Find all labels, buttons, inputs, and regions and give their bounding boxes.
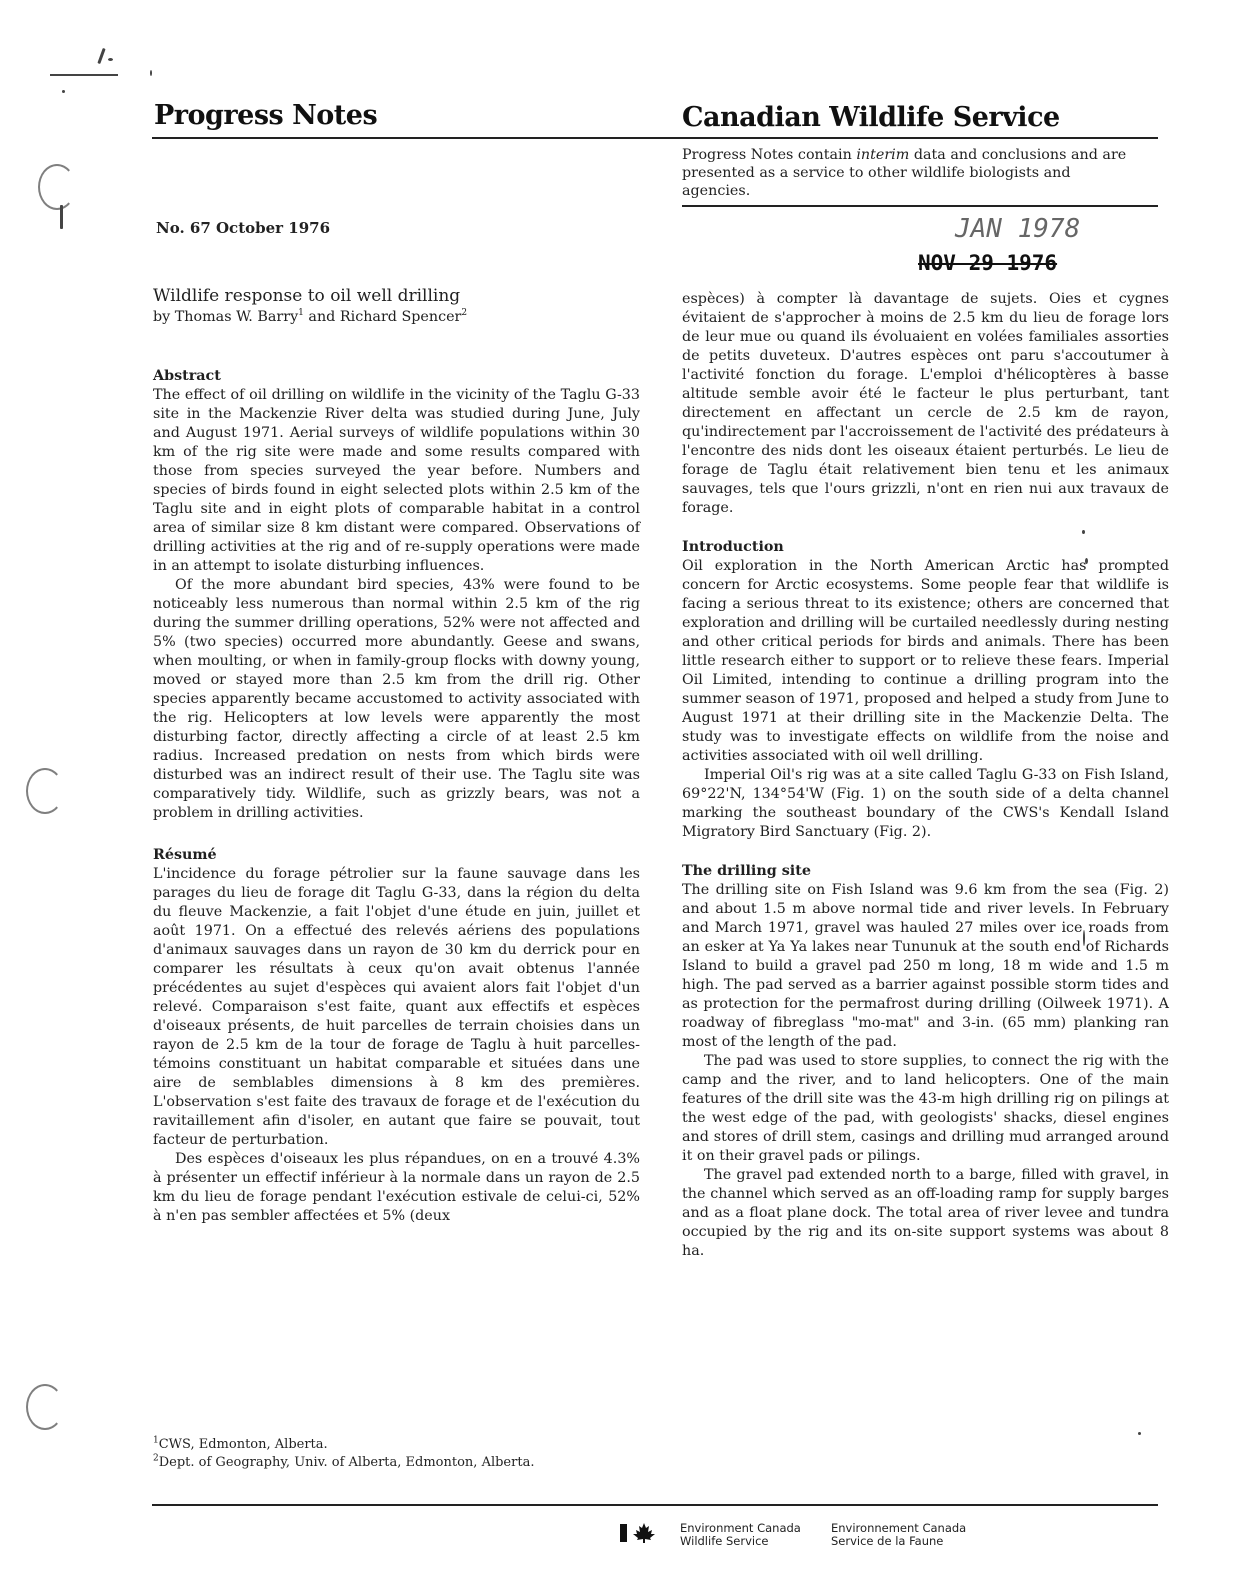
resume-paragraph: L'incidence du forage pétrolier sur la faune sauvage dans les parages du lieu de forage dit Taglu G-33, dans la région du delta du fleuve Mackenzie, a fait l'objet d'une étude en juin, juillet et août 1971. On a effectué des relevés aériens des populations d'animaux sauvages dans un rayon de 30 km du derrick pour en comparer les résultats à ceux qu'on avait obtenus l'année précédentes au sujet d'espèces qui avaient alors fait l'objet d'un relevé. Comparaison s'est faite, quant aux effectifs et espèces d'oiseaux présents, de huit parcelles de terrain choisies dans un rayon de 2.5 km de la tour de forage de Taglu à huit parcelles-témoins constituant un habitat comparable et situées dans une aire de semblables dimensions à 8 km des premières. L'observation s'est faite des travaux de forage et de l'exécution du ravitaillement afin d'isoler, en autant que faire se pouvait, tout facteur de perturbation. [153, 866, 640, 1148]
resume-continued: espèces) à compter là davantage de sujets. Oies et cygnes évitaient de s'approcher à moins de 2.5 km du lieu de forage lors de leur mue ou quand ils évoluaient en volées familiales assorties de petits duveteux. D'autres espèces ont paru s'accoutumer à l'activité fonction du forage. L'emploi d'hélicoptères à basse altitude semble avoir été le facteur le plus perturbant, tant directement en affectant un cercle de 2.5 km de rayon, qu'indirectement par l'accroissement de l'activité des prédateurs à l'encontre des nids dont les oiseaux étaient perturbés. Le lieu de forage de Taglu était relativement bien tenu et les animaux sauvages, tels que l'ours grizzli, n'ont en rien nui aux travaux de forage. [682, 291, 1169, 516]
abstract-paragraph: The effect of oil drilling on wildlife in the vicinity of the Taglu G-33 site in the Mackenzie River delta was studied during June, July and August 1971. Aerial surveys of wildlife populations within 30 km of the rig site were made and some results compared with those from species surveyed the year before. Numbers and species of birds found in eight selected plots within 2.5 km of the Taglu site and in eight plots of comparable habitat in a control area of similar size 8 km distant were compared. Observations of drilling activities at the rig and of re-supply operations were made in an attempt to isolate disturbing influences. [153, 387, 640, 574]
crossed-date-stamp: NOV 29 1976 [918, 251, 1058, 275]
footnote-1: $^1$CWS, Edmonton, Alberta. [153, 1435, 328, 1452]
abstract-heading: Abstract [153, 368, 221, 384]
publisher-title: Canadian Wildlife Service [682, 102, 1060, 133]
article-byline: by Thomas W. Barry$^1$ and Richard Spencer$^2$ [153, 308, 468, 325]
footer-french: Environnement Canada Service de la Faune [831, 1521, 967, 1548]
series-title: Progress Notes [154, 100, 378, 131]
resume-heading: Résumé [153, 847, 217, 863]
introduction-heading: Introduction [682, 539, 784, 555]
drilling-site-paragraph: The drilling site on Fish Island was 9.6 km from the sea (Fig. 2) and about 1.5 m above normal tide and river levels. In February and March 1971, gravel was hauled 27 miles over ice roads from an esker at Ya Ya lakes near Tununuk at the south end of Richards Island to build a gravel pad 250 m long, 18 m wide and 1.5 m high. The pad served as a barrier against possible storm tides and as protection for the permafrost during drilling (Oilweek 1971). A roadway of fibreglass "mo-mat" and 3-in. (65 mm) planking ran most of the length of the pad. [682, 882, 1169, 1050]
drilling-site-heading: The drilling site [682, 863, 811, 879]
series-intro: Progress Notes contain interim data and conclusions and are presented as a service to other wildlife biologists and agencies. [682, 147, 1127, 199]
introduction-paragraph: Imperial Oil's rig was at a site called Taglu G-33 on Fish Island, 69°22'N, 134°54'W (Fig. 1) on the south side of a delta channel marking the southeast boundary of the CWS's Kendall Island Migratory Bird Sanctuary (Fig. 2). [682, 767, 1169, 840]
header-rule [152, 137, 1158, 139]
drilling-site-paragraph: The pad was used to store supplies, to connect the rig with the camp and the river, and to land helicopters. One of the main features of the drill site was the 43-m high drilling rig on pilings at the west edge of the pad, with geologists' shacks, diesel engines and stores of drill stem, casings and drilling mud arranged around it on their gravel pads or pilings. [682, 1053, 1169, 1164]
footer-english: Environment Canada Wildlife Service [680, 1521, 801, 1548]
left-column [153, 286, 640, 1226]
canada-flag-icon [620, 1522, 660, 1544]
article-title: Wildlife response to oil well drilling [153, 286, 461, 306]
received-stamp: JAN 1978 [955, 214, 1081, 244]
right-column [682, 290, 1169, 1261]
intro-rule [682, 205, 1158, 207]
punch-hole [26, 1384, 64, 1430]
issue-number: No. 67 October 1976 [156, 219, 331, 237]
resume-paragraph: Des espèces d'oiseaux les plus répandues, on en a trouvé 4.3% à présenter un effectif inférieur à la normale dans un rayon de 2.5 km du lieu de forage pendant l'exécution estivale de celui-ci, 52% à n'en pas sembler affectées et 5% (deux [153, 1151, 640, 1224]
introduction-paragraph: Oil exploration in the North American Arctic has prompted concern for Arctic ecosystems. Some people fear that wildlife is facing a serious threat to its existence; others are concerned that exploration and drilling will be curtailed needlessly during nesting and other critical periods for birds and animals. There has been little research either to support or to relieve these fears. Imperial Oil Limited, intending to continue a drilling program into the summer season of 1971, proposed and helped a study from June to August 1971 at their drilling site in the Mackenzie Delta. The study was to investigate effects on wildlife from the noise and activities associated with oil well drilling. [682, 558, 1169, 764]
footer-rule [152, 1504, 1158, 1506]
punch-hole [26, 768, 64, 814]
abstract-paragraph: Of the more abundant bird species, 43% were found to be noticeably less numerous than normal within 2.5 km of the rig during the summer drilling operations, 52% were not affected and 5% (two species) occurred more abundantly. Geese and swans, when moulting, or when in family-group flocks with downy young, moved or stayed more than 2.5 km from the drill rig. Other species apparently became accustomed to activity associated with the rig. Helicopters at low levels were apparently the most disturbing factor, directly affecting a circle of at least 2.5 km radius. Increased predation on nests from which birds were disturbed was an indirect result of their use. The Taglu site was comparatively tidy. Wildlife, such as grizzly bears, was not a problem in drilling activities. [153, 577, 640, 821]
drilling-site-paragraph: The gravel pad extended north to a barge, filled with gravel, in the channel which served as an off-loading ramp for supply barges and as a float plane dock. The total area of river levee and tundra occupied by the rig and its on-site support systems was about 8 ha. [682, 1167, 1169, 1259]
punch-hole [38, 164, 76, 210]
footnote-2: $^2$Dept. of Geography, Univ. of Alberta, Edmonton, Alberta. [153, 1453, 535, 1470]
